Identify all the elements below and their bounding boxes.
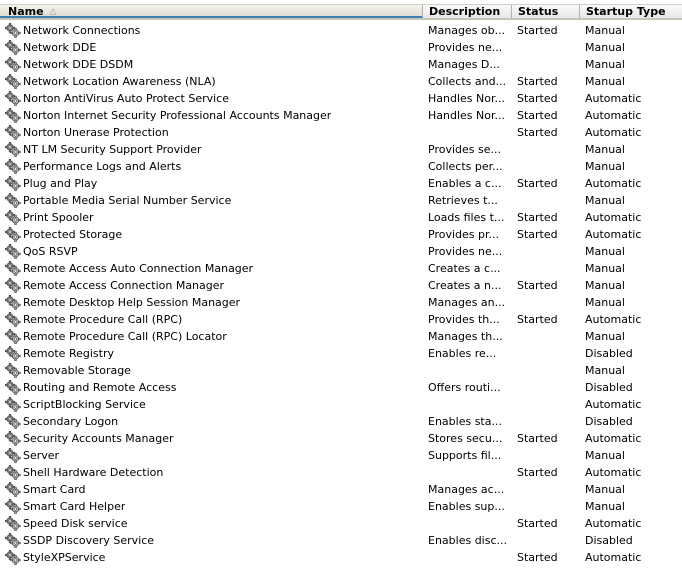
service-name-cell [0, 498, 423, 515]
service-row[interactable] [0, 515, 682, 532]
gear-service-icon [5, 516, 21, 531]
service-row[interactable] [0, 243, 682, 260]
service-row[interactable] [0, 277, 682, 294]
service-status: Started [517, 228, 558, 241]
gear-service-icon [5, 193, 21, 208]
service-name: QoS RSVP [23, 245, 78, 258]
service-status [512, 260, 580, 277]
service-name-cell [0, 311, 423, 328]
service-name: NT LM Security Support Provider [23, 143, 202, 156]
service-row[interactable] [0, 328, 682, 345]
service-name: Network DDE DSDM [23, 58, 134, 71]
gear-service-icon [5, 465, 21, 480]
service-name: Routing and Remote Access [23, 381, 177, 394]
service-name: Smart Card [23, 483, 86, 496]
gear-service-icon [5, 482, 21, 497]
gear-service-icon [5, 533, 21, 548]
service-name: Portable Media Serial Number Service [23, 194, 232, 207]
service-name: Remote Procedure Call (RPC) Locator [23, 330, 227, 343]
service-startup-type: Manual [585, 296, 625, 309]
gear-service-icon [5, 176, 21, 191]
service-startup-type: Disabled [585, 534, 633, 547]
service-name-cell [0, 175, 423, 192]
service-name: Norton AntiVirus Auto Protect Service [23, 92, 229, 105]
service-status [512, 192, 580, 209]
service-name: Removable Storage [23, 364, 131, 377]
service-startup-type: Disabled [585, 347, 633, 360]
column-header-name[interactable] [0, 5, 423, 18]
service-name-cell [0, 209, 423, 226]
gear-service-icon [5, 414, 21, 429]
service-startup-type: Manual [585, 262, 625, 275]
service-row[interactable] [0, 209, 682, 226]
gear-service-icon [5, 108, 21, 123]
service-startup-type: Manual [585, 160, 625, 173]
service-name: Speed Disk service [23, 517, 128, 530]
service-description [423, 362, 512, 379]
gear-service-icon [5, 397, 21, 412]
gear-service-icon [5, 210, 21, 225]
service-status: Started [517, 109, 558, 122]
service-status [512, 328, 580, 345]
service-row[interactable] [0, 430, 682, 447]
gear-service-icon [5, 448, 21, 463]
service-row[interactable] [0, 532, 682, 549]
service-description [423, 515, 512, 532]
service-row[interactable] [0, 549, 682, 566]
service-description: Handles Nor... [428, 109, 505, 122]
service-name-cell [0, 430, 423, 447]
service-status: Started [517, 126, 558, 139]
service-status: Started [517, 313, 558, 326]
service-description: Loads files t... [428, 211, 505, 224]
gear-service-icon [5, 227, 21, 242]
gear-service-icon [5, 499, 21, 514]
service-name: Norton Unerase Protection [23, 126, 169, 139]
service-startup-type: Automatic [585, 313, 642, 326]
service-name: Shell Hardware Detection [23, 466, 164, 479]
gear-service-icon [5, 431, 21, 446]
service-description: Enables sta... [428, 415, 502, 428]
service-name-cell [0, 549, 423, 566]
service-status [512, 498, 580, 515]
service-row[interactable] [0, 124, 682, 141]
service-startup-type: Manual [585, 483, 625, 496]
service-name-cell [0, 124, 423, 141]
service-status [512, 39, 580, 56]
service-description: Enables a c... [428, 177, 502, 190]
gear-service-icon [5, 142, 21, 157]
service-startup-type: Automatic [585, 228, 642, 241]
service-name: Remote Desktop Help Session Manager [23, 296, 241, 309]
service-name-cell [0, 447, 423, 464]
service-description: Manages ob... [428, 24, 506, 37]
service-name: Secondary Logon [23, 415, 119, 428]
column-header-status[interactable]: Status [512, 5, 580, 18]
service-description: Offers routi... [428, 381, 501, 394]
service-description: Creates a c... [428, 262, 501, 275]
service-status [512, 447, 580, 464]
service-row[interactable] [0, 107, 682, 124]
service-row[interactable] [0, 311, 682, 328]
service-startup-type: Automatic [585, 109, 642, 122]
gear-service-icon [5, 278, 21, 293]
service-startup-type: Manual [585, 58, 625, 71]
service-description: Provides ne... [428, 41, 503, 54]
service-name-cell [0, 22, 423, 39]
service-status [512, 56, 580, 73]
service-status: Started [517, 211, 558, 224]
service-startup-type: Automatic [585, 177, 642, 190]
service-description [423, 124, 512, 141]
service-startup-type: Automatic [585, 551, 642, 564]
service-name-cell [0, 345, 423, 362]
service-name-cell [0, 226, 423, 243]
service-row[interactable] [0, 362, 682, 379]
service-row[interactable] [0, 447, 682, 464]
service-description: Creates a n... [428, 279, 502, 292]
service-row[interactable] [0, 175, 682, 192]
column-header-startup-type[interactable]: Startup Type [586, 5, 666, 18]
service-row[interactable] [0, 481, 682, 498]
service-row[interactable] [0, 464, 682, 481]
service-row[interactable] [0, 192, 682, 209]
service-row[interactable] [0, 73, 682, 90]
service-name-cell [0, 464, 423, 481]
service-status [512, 481, 580, 498]
service-description: Supports fil... [428, 449, 502, 462]
gear-service-icon [5, 244, 21, 259]
service-status [512, 396, 580, 413]
service-status [512, 362, 580, 379]
service-startup-type: Manual [585, 24, 625, 37]
service-name-cell [0, 243, 423, 260]
service-name-cell [0, 260, 423, 277]
service-description: Collects per... [428, 160, 503, 173]
service-description: Manages D... [428, 58, 500, 71]
service-name: Protected Storage [23, 228, 123, 241]
service-status: Started [517, 177, 558, 190]
service-row[interactable] [0, 22, 682, 39]
service-name: ScriptBlocking Service [23, 398, 146, 411]
service-status [512, 345, 580, 362]
service-status [512, 243, 580, 260]
service-name: Network Location Awareness (NLA) [23, 75, 216, 88]
column-header-name-label: Name [8, 5, 44, 18]
gear-service-icon [5, 91, 21, 106]
gear-service-icon [5, 74, 21, 89]
service-row[interactable] [0, 379, 682, 396]
service-name-cell [0, 141, 423, 158]
service-row[interactable] [0, 141, 682, 158]
service-startup-type: Manual [585, 75, 625, 88]
service-name-cell [0, 73, 423, 90]
service-startup-type: Automatic [585, 466, 642, 479]
service-name: Remote Access Auto Connection Manager [23, 262, 254, 275]
service-name-cell [0, 277, 423, 294]
service-description: Provides ne... [428, 245, 503, 258]
service-description: Provides th... [428, 313, 500, 326]
service-rows [0, 22, 682, 566]
service-name-cell [0, 294, 423, 311]
service-row[interactable] [0, 345, 682, 362]
service-status [512, 294, 580, 311]
service-status [512, 158, 580, 175]
service-row[interactable] [0, 498, 682, 515]
service-startup-type: Automatic [585, 432, 642, 445]
service-name: Smart Card Helper [23, 500, 126, 513]
service-status [512, 379, 580, 396]
column-header-description[interactable]: Description [423, 5, 512, 18]
service-startup-type: Automatic [585, 126, 642, 139]
service-startup-type: Manual [585, 194, 625, 207]
service-name: Security Accounts Manager [23, 432, 174, 445]
service-description: Enables re... [428, 347, 497, 360]
service-startup-type: Manual [585, 364, 625, 377]
service-startup-type: Automatic [585, 398, 642, 411]
service-description: Manages ac... [428, 483, 505, 496]
service-description: Handles Nor... [428, 92, 505, 105]
service-name: Remote Access Connection Manager [23, 279, 225, 292]
gear-service-icon [5, 312, 21, 327]
service-name-cell [0, 413, 423, 430]
service-name: SSDP Discovery Service [23, 534, 155, 547]
service-startup-type: Manual [585, 449, 625, 462]
service-status: Started [517, 24, 558, 37]
service-name-cell [0, 56, 423, 73]
service-description [423, 464, 512, 481]
sort-ascending-icon: △ [49, 7, 57, 17]
service-status [512, 413, 580, 430]
gear-service-icon [5, 329, 21, 344]
service-name: Server [23, 449, 60, 462]
gear-service-icon [5, 295, 21, 310]
gear-service-icon [5, 125, 21, 140]
service-status: Started [517, 279, 558, 292]
gear-service-icon [5, 23, 21, 38]
service-startup-type: Manual [585, 245, 625, 258]
service-name-cell [0, 192, 423, 209]
gear-service-icon [5, 346, 21, 361]
service-startup-type: Manual [585, 279, 625, 292]
service-row[interactable] [0, 56, 682, 73]
service-name-cell [0, 158, 423, 175]
service-description: Enables sup... [428, 500, 505, 513]
service-description: Retrieves t... [428, 194, 498, 207]
service-row[interactable] [0, 158, 682, 175]
service-name: Network Connections [23, 24, 141, 37]
service-name: Remote Registry [23, 347, 114, 360]
service-name: Remote Procedure Call (RPC) [23, 313, 183, 326]
list-header [0, 4, 682, 20]
service-status: Started [517, 466, 558, 479]
service-startup-type: Automatic [585, 211, 642, 224]
service-startup-type: Automatic [585, 92, 642, 105]
service-row[interactable] [0, 90, 682, 107]
service-name-cell [0, 90, 423, 107]
service-name-cell [0, 379, 423, 396]
service-row[interactable] [0, 39, 682, 56]
service-status: Started [517, 432, 558, 445]
service-description: Stores secu... [428, 432, 503, 445]
gear-service-icon [5, 261, 21, 276]
service-name-cell [0, 39, 423, 56]
service-status [512, 532, 580, 549]
service-startup-type: Disabled [585, 381, 633, 394]
service-status [512, 141, 580, 158]
service-name-cell [0, 515, 423, 532]
service-description: Enables disc... [428, 534, 508, 547]
service-name: Print Spooler [23, 211, 94, 224]
service-name-cell [0, 481, 423, 498]
service-startup-type: Manual [585, 41, 625, 54]
service-name: StyleXPService [23, 551, 106, 564]
service-name-cell [0, 362, 423, 379]
service-description [423, 396, 512, 413]
service-name-cell [0, 107, 423, 124]
service-startup-type: Manual [585, 330, 625, 343]
service-row[interactable] [0, 396, 682, 413]
service-startup-type: Automatic [585, 517, 642, 530]
gear-service-icon [5, 380, 21, 395]
service-row[interactable] [0, 226, 682, 243]
gear-service-icon [5, 159, 21, 174]
service-row[interactable] [0, 260, 682, 277]
service-startup-type: Disabled [585, 415, 633, 428]
gear-service-icon [5, 40, 21, 55]
service-status: Started [517, 551, 558, 564]
service-name: Network DDE [23, 41, 97, 54]
service-name: Norton Internet Security Professional Accounts Manager [23, 109, 332, 122]
gear-service-icon [5, 550, 21, 565]
service-name: Plug and Play [23, 177, 98, 190]
service-description [423, 549, 512, 566]
service-startup-type: Manual [585, 143, 625, 156]
service-name-cell [0, 396, 423, 413]
service-description: Collects and... [428, 75, 507, 88]
service-row[interactable] [0, 413, 682, 430]
service-description: Provides se... [428, 143, 501, 156]
service-status: Started [517, 75, 558, 88]
service-status: Started [517, 92, 558, 105]
service-status: Started [517, 517, 558, 530]
gear-service-icon [5, 363, 21, 378]
service-name-cell [0, 532, 423, 549]
service-row[interactable] [0, 294, 682, 311]
service-name: Performance Logs and Alerts [23, 160, 182, 173]
service-name-cell [0, 328, 423, 345]
gear-service-icon [5, 57, 21, 72]
service-startup-type: Manual [585, 500, 625, 513]
service-description: Manages an... [428, 296, 506, 309]
service-description: Provides pr... [428, 228, 499, 241]
service-description: Manages th... [428, 330, 503, 343]
